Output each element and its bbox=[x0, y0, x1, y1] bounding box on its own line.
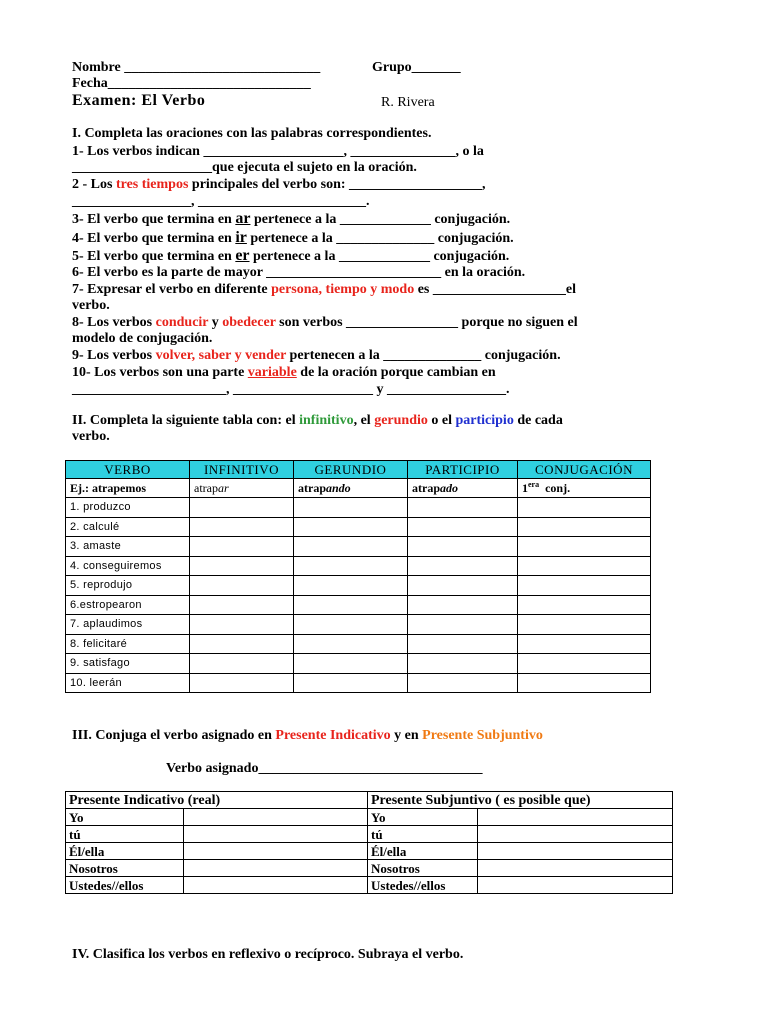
s1-line9-post: pertenecen a la ______________ conjugación. bbox=[286, 348, 561, 363]
participio-answer[interactable] bbox=[408, 673, 518, 693]
infinitivo-answer[interactable] bbox=[190, 576, 294, 596]
verb-cell: 9. satisfago bbox=[66, 654, 190, 674]
participio-answer[interactable] bbox=[408, 634, 518, 654]
participio-answer[interactable] bbox=[408, 537, 518, 557]
person-subjuntivo: Nosotros bbox=[368, 860, 478, 877]
s1-line3-pre: 3- El verbo que termina en bbox=[72, 212, 236, 227]
verb-cell: 4. conseguiremos bbox=[66, 556, 190, 576]
s3-heading-mid: y en bbox=[390, 728, 423, 743]
example-par-stem: atrap bbox=[412, 480, 440, 495]
example-conj-num: 1 bbox=[522, 481, 528, 495]
s1-line1b: ____________________que ejecuta el sujeto en la oración. bbox=[72, 160, 417, 175]
section4-heading: IV. Clasifica los verbos en reflexivo o recíproco. Subraya el verbo. bbox=[72, 947, 464, 962]
gerundio-answer[interactable] bbox=[294, 595, 408, 615]
table-row bbox=[66, 556, 651, 576]
person-indicativo: Ustedes//ellos bbox=[66, 877, 184, 894]
s1-line4-ending: ir bbox=[235, 229, 247, 246]
subjuntivo-answer[interactable] bbox=[478, 877, 673, 894]
example-infinitivo bbox=[190, 479, 294, 498]
example-conj-word: conj. bbox=[539, 481, 571, 495]
verb-table bbox=[65, 460, 651, 693]
infinitivo-answer[interactable] bbox=[190, 595, 294, 615]
s1-line8b: modelo de conjugación. bbox=[72, 331, 213, 346]
indicativo-answer[interactable] bbox=[184, 860, 368, 877]
gerundio-answer[interactable] bbox=[294, 673, 408, 693]
verb-table-header bbox=[66, 461, 651, 479]
indicativo-answer[interactable] bbox=[184, 877, 368, 894]
s1-line2a-pre: 2 - Los bbox=[72, 177, 116, 192]
subjuntivo-answer[interactable] bbox=[478, 809, 673, 826]
table-row bbox=[66, 615, 651, 635]
s1-line10a-red: variable bbox=[247, 365, 297, 380]
s1-line8a-mid: y bbox=[208, 315, 223, 330]
gerundio-answer[interactable] bbox=[294, 615, 408, 635]
person-indicativo: Él/ella bbox=[66, 843, 184, 860]
table-row bbox=[66, 860, 673, 877]
section3-heading bbox=[72, 728, 543, 744]
s1-line7b: verbo. bbox=[72, 298, 110, 313]
gerundio-answer[interactable] bbox=[294, 498, 408, 518]
grupo-field[interactable]: Grupo_______ bbox=[372, 60, 461, 75]
conjugacion-answer[interactable] bbox=[518, 498, 651, 518]
verb-cell: 8. felicitaré bbox=[66, 634, 190, 654]
s3-heading-pre: III. Conjuga el verbo asignado en bbox=[72, 728, 276, 743]
person-indicativo: Yo bbox=[66, 809, 184, 826]
example-gerundio bbox=[294, 479, 408, 498]
s1-line10b: ______________________, ____________________ y _________________. bbox=[72, 382, 510, 397]
s2-heading-mid2: o el bbox=[427, 413, 456, 428]
col-infinitivo: INFINITIVO bbox=[190, 461, 294, 479]
s2-heading-mid1: , el bbox=[353, 413, 375, 428]
participio-answer[interactable] bbox=[408, 556, 518, 576]
conj-table-header bbox=[66, 792, 673, 809]
subjuntivo-answer[interactable] bbox=[478, 826, 673, 843]
gerundio-answer[interactable] bbox=[294, 537, 408, 557]
table-row bbox=[66, 595, 651, 615]
table-row bbox=[66, 654, 651, 674]
s1-line7a-red: persona, tiempo y modo bbox=[271, 282, 415, 297]
verb-cell: 10. leerán bbox=[66, 673, 190, 693]
example-inf-stem: atrap bbox=[194, 480, 218, 495]
s2-heading-red: gerundio bbox=[374, 413, 428, 428]
indicativo-answer[interactable] bbox=[184, 843, 368, 860]
s1-line3 bbox=[72, 211, 510, 228]
example-ger-end: ando bbox=[326, 480, 351, 495]
s2-heading-blue: participio bbox=[455, 413, 514, 428]
table-row bbox=[66, 634, 651, 654]
table-row bbox=[66, 673, 651, 693]
gerundio-answer[interactable] bbox=[294, 517, 408, 537]
s1-line10a-pre: 10- Los verbos son una parte bbox=[72, 365, 248, 380]
s1-line5-ending: er bbox=[235, 247, 250, 264]
s1-line4 bbox=[72, 230, 514, 247]
infinitivo-answer[interactable] bbox=[190, 517, 294, 537]
participio-answer[interactable] bbox=[408, 615, 518, 635]
infinitivo-answer[interactable] bbox=[190, 498, 294, 518]
participio-answer[interactable] bbox=[408, 595, 518, 615]
example-conj-sup: era bbox=[528, 480, 540, 489]
s1-line5-post: pertenece a la _____________ conjugación. bbox=[249, 249, 510, 264]
participio-answer[interactable] bbox=[408, 517, 518, 537]
subjuntivo-answer[interactable] bbox=[478, 860, 673, 877]
s1-line1a: 1- Los verbos indican ____________________, _______________, o la bbox=[72, 144, 484, 159]
infinitivo-answer[interactable] bbox=[190, 634, 294, 654]
s1-line7a-pre: 7- Expresar el verbo en diferente bbox=[72, 282, 272, 297]
infinitivo-answer[interactable] bbox=[190, 556, 294, 576]
table-row bbox=[66, 498, 651, 518]
participio-answer[interactable] bbox=[408, 576, 518, 596]
conjugacion-answer[interactable] bbox=[518, 576, 651, 596]
conjugacion-answer[interactable] bbox=[518, 595, 651, 615]
gerundio-answer[interactable] bbox=[294, 556, 408, 576]
s1-line8a-post: son verbos ________________ porque no siguen el bbox=[275, 315, 578, 330]
s1-line4-post: pertenece a la ______________ conjugación. bbox=[246, 231, 514, 246]
infinitivo-answer[interactable] bbox=[190, 654, 294, 674]
participio-answer[interactable] bbox=[408, 498, 518, 518]
s1-line5 bbox=[72, 248, 509, 265]
s1-line9-pre: 9- Los verbos bbox=[72, 348, 156, 363]
s3-heading-orange: Presente Subjuntivo bbox=[422, 728, 543, 743]
table-row bbox=[66, 537, 651, 557]
conjugacion-answer[interactable] bbox=[518, 556, 651, 576]
gerundio-answer[interactable] bbox=[294, 654, 408, 674]
author-name: R. Rivera bbox=[381, 95, 435, 110]
col-gerundio: GERUNDIO bbox=[294, 461, 408, 479]
section2-heading-line2: verbo. bbox=[72, 429, 110, 444]
nombre-field[interactable]: Nombre ____________________________ bbox=[72, 60, 321, 75]
s1-line10a-post: de la oración porque cambian en bbox=[296, 365, 496, 380]
s1-line3-ending: ar bbox=[235, 210, 251, 227]
example-participio bbox=[408, 479, 518, 498]
s1-line8a-red2: obedecer bbox=[222, 315, 276, 330]
indicativo-answer[interactable] bbox=[184, 809, 368, 826]
assigned-verb-field[interactable]: Verbo asignado________________________________ bbox=[166, 761, 483, 776]
conjugacion-answer[interactable] bbox=[518, 517, 651, 537]
s1-line3-post: pertenece a la _____________ conjugación. bbox=[250, 212, 511, 227]
s1-line7a-post: es ___________________el bbox=[414, 282, 576, 297]
col-participio: PARTICIPIO bbox=[408, 461, 518, 479]
conjugacion-answer[interactable] bbox=[518, 615, 651, 635]
participio-answer[interactable] bbox=[408, 654, 518, 674]
person-subjuntivo: Él/ella bbox=[368, 843, 478, 860]
subjuntivo-answer[interactable] bbox=[478, 843, 673, 860]
table-row bbox=[66, 576, 651, 596]
person-indicativo: Nosotros bbox=[66, 860, 184, 877]
infinitivo-answer[interactable] bbox=[190, 673, 294, 693]
section1-heading: I. Completa las oraciones con las palabras correspondientes. bbox=[72, 126, 432, 141]
s2-heading-green: infinitivo bbox=[299, 413, 354, 428]
verb-cell: 3. amaste bbox=[66, 537, 190, 557]
verb-cell: 5. reprodujo bbox=[66, 576, 190, 596]
section2-heading bbox=[72, 413, 563, 429]
conjugacion-answer[interactable] bbox=[518, 634, 651, 654]
col-presente-subjuntivo: Presente Subjuntivo ( es posible que) bbox=[368, 792, 673, 809]
s1-line5-pre: 5- El verbo que termina en bbox=[72, 249, 236, 264]
col-conjugacion: CONJUGACIÓN bbox=[518, 461, 651, 479]
s1-line9 bbox=[72, 348, 561, 364]
table-row bbox=[66, 517, 651, 537]
indicativo-answer[interactable] bbox=[184, 826, 368, 843]
gerundio-answer[interactable] bbox=[294, 576, 408, 596]
gerundio-answer[interactable] bbox=[294, 634, 408, 654]
infinitivo-answer[interactable] bbox=[190, 537, 294, 557]
verb-cell: 1. produzco bbox=[66, 498, 190, 518]
table-row bbox=[66, 843, 673, 860]
verb-cell: 7. aplaudimos bbox=[66, 615, 190, 635]
s1-line2a-red: tres tiempos bbox=[115, 177, 189, 192]
table-row bbox=[66, 826, 673, 843]
person-subjuntivo: tú bbox=[368, 826, 478, 843]
example-row bbox=[66, 479, 651, 498]
s3-heading-red: Presente Indicativo bbox=[275, 728, 391, 743]
col-verbo: VERBO bbox=[66, 461, 190, 479]
fecha-field[interactable]: Fecha_____________________________ bbox=[72, 76, 311, 91]
exam-title: Examen: El Verbo bbox=[72, 92, 206, 109]
s2-heading-post: de cada bbox=[513, 413, 563, 428]
verb-cell: 6.estropearon bbox=[66, 595, 190, 615]
s2-heading-pre: II. Completa la siguiente tabla con: el bbox=[72, 413, 300, 428]
col-presente-indicativo: Presente Indicativo (real) bbox=[66, 792, 368, 809]
s1-line2b: _________________, ________________________. bbox=[72, 194, 370, 209]
conjugation-table bbox=[65, 791, 673, 894]
verb-cell: 2. calculé bbox=[66, 517, 190, 537]
person-subjuntivo: Ustedes//ellos bbox=[368, 877, 478, 894]
example-verbo: Ej.: atrapemos bbox=[66, 479, 190, 498]
s1-line2a-post: principales del verbo son: ___________________, bbox=[188, 177, 486, 192]
conjugacion-answer[interactable] bbox=[518, 537, 651, 557]
table-row bbox=[66, 877, 673, 894]
person-subjuntivo: Yo bbox=[368, 809, 478, 826]
s1-line8a bbox=[72, 315, 578, 331]
s1-line9-red: volver, saber y vender bbox=[155, 348, 287, 363]
conjugacion-answer[interactable] bbox=[518, 654, 651, 674]
s1-line8a-red1: conducir bbox=[155, 315, 209, 330]
s1-line2a bbox=[72, 177, 486, 193]
conjugacion-answer[interactable] bbox=[518, 673, 651, 693]
s1-line7a bbox=[72, 282, 576, 298]
s1-line10a bbox=[72, 365, 496, 381]
infinitivo-answer[interactable] bbox=[190, 615, 294, 635]
s1-line8a-pre: 8- Los verbos bbox=[72, 315, 156, 330]
example-conjugacion bbox=[518, 479, 651, 498]
s1-line4-pre: 4- El verbo que termina en bbox=[72, 231, 236, 246]
person-indicativo: tú bbox=[66, 826, 184, 843]
s1-line6: 6- El verbo es la parte de mayor _________________________ en la oración. bbox=[72, 265, 526, 280]
example-par-end: ado bbox=[440, 480, 458, 495]
example-inf-end: ar bbox=[217, 480, 229, 495]
table-row bbox=[66, 809, 673, 826]
example-ger-stem: atrap bbox=[298, 480, 326, 495]
